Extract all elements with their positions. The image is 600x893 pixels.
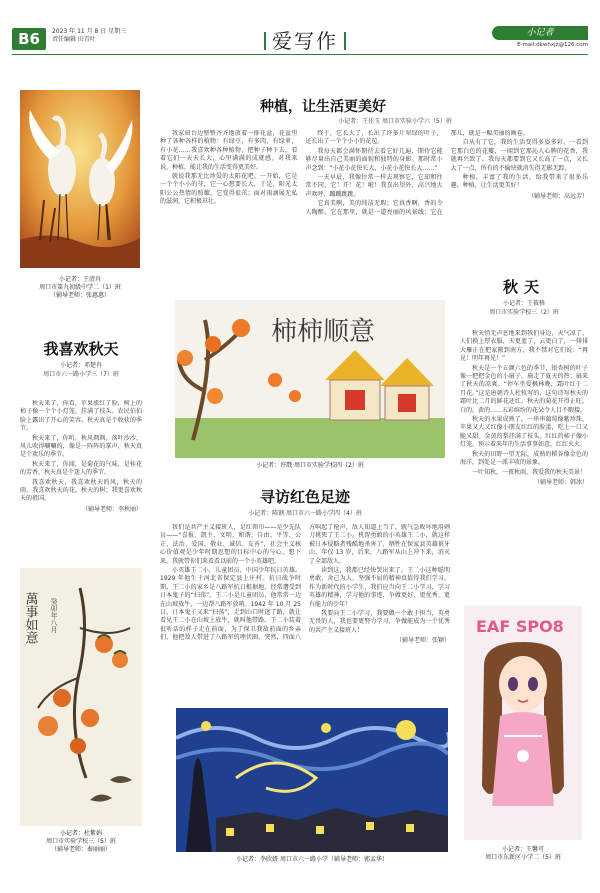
issue-meta xyxy=(52,28,126,44)
brand-logo: 小记者 xyxy=(492,26,588,40)
article-title-planting: 种植，让生活更美好 xyxy=(260,99,386,115)
byline-autumn-right xyxy=(460,298,588,316)
article-title-red-footprints: 寻访红色足迹 xyxy=(259,488,350,506)
paragraph: 秋天来了，你看，苹果涨红了脸，树上的柿子像一个个小灯笼，挂满了枝头。农民伯伯脸上露出了开心的笑容。秋天真是个收获的季节。 xyxy=(20,400,142,433)
section-title xyxy=(258,25,352,54)
byline-line: 周口市实验学校三（2）班 xyxy=(489,309,559,316)
article-body-planting xyxy=(160,130,588,294)
paragraph: 它真美啊，美的纯洁无瑕；它真香啊，香的令人陶醉。它在那里，就是一道亮丽的风景线；它在那儿，就是一幅美丽的画卷。 xyxy=(305,130,529,216)
page-header xyxy=(0,0,600,56)
paragraph: 我每天都会满怀期待去看它好几遍，期待它能够尽量出自己美丽的面貌和独特的身影。那时常小声念到：“小花小花快长大，小花小花快长大……” xyxy=(305,147,443,172)
caption-line: 小记者：王馨可 xyxy=(501,846,544,853)
caption-line: 小记者：王清舟 xyxy=(58,276,101,283)
paragraph: 一叶知秋，一夜秋雨，我爱我的秋天美景！ xyxy=(472,468,587,476)
byline-red-footprints: 小记者：陈钢 周口市六一路小学四（4）班 xyxy=(248,510,362,517)
paragraph: 读到这，我都已经快哭出来了，王二小这种聪明勇敢、舍己为人、坚强不屈的精神真值得我们学习，作为新时代的小学生，我们应当向王二小学习，学习英雄的精神，学习他的事迹，争做更好、更优秀、更有能力的少年！ xyxy=(309,567,450,608)
byline-autumn-left xyxy=(20,360,142,378)
paragraph: 秋天来了，你闻，是菊花的气味，是桂花的芳香，秋天真是个迷人的季节。 xyxy=(20,460,142,477)
header-rule xyxy=(12,54,588,55)
section-bar-left xyxy=(264,32,266,50)
issue-date: 2023 年 11 月 8 日 星期三 xyxy=(52,28,127,35)
caption-line: 小记者：杜紫娟 xyxy=(59,830,102,837)
paragraph: 就说我那无比珍爱的太阳花吧。一开始，它是一个个小小的芽，它一心想要长大，于是，阳光太阳公公热情的照耀，它变得很茁；面对雨滴展无私的滋润，它积极茁壮。 xyxy=(160,173,298,206)
paragraph: 小英雄王二小，儿童团员，中国少年抗日英雄。1929 年他生于河北省保定县上庄村。抗日战争时期，王二小的家乡是八路军抗日根据地，经常遭受到日本鬼子的“扫荡”。王二小是儿童团员，他常常一边在山坡放牛，一边帮八路军放哨。1942 年 10 月 25 日，日本鬼子又来“扫荡”，走到山口时迷了路，就让看见王二小在山坡上放牛，就叫他带路。王二小装着很听话的样子走在前面，为了保卫我敌前面的乡亲们，他把敌人带进了八路军的埋伏圈，突然，四面八方响起了枪声，敌人知道上当了，就气急败坏地用刺刀挑死了王二小。机智勇敢的小英雄王二小，就这样被日本侵略者残酷地杀害了，牺牲在保家县英雄狼牙山，年仅 13 岁，后来，八路军从山上冲下来，消灭了全部敌人。 xyxy=(160,524,450,642)
paragraph: 秋天是一个五颜六色的季节，银杏树的叶子像一把把金色的小扇子，扇走了夏天的热；扇来了秋天的凉爽。“停车坐爱枫林晚，霜叶红于二月花。”这是唐朝诗人杜牧写的，这句诗写秋天的霜叶比二月的鲜花还红。秋天的菊花开得正旺，白的，黄的……五彩缤纷的花朵令人目不暇接。 xyxy=(460,364,588,414)
brand-email: E-mail:dkwhxjz@126.com xyxy=(517,42,588,48)
girl-caption xyxy=(464,846,582,862)
paragraph: 种植，丰富了我的生活，给我带来了很多乐趣。种植，让生活更美好！ xyxy=(450,174,588,190)
paragraph: 我家窗台边整整齐齐地放着一排花盆，花盆里种了各种各样的植物：有绿豆，有多肉，有绿萝，有小花……我喜欢种各种植物，把种子种下去，看着它们一天天长大，心里满满的成就感。对我来说，种植，能让我的生活变得更美好。 xyxy=(160,130,298,171)
byline-line: 小记者：邓楚冉 xyxy=(59,362,102,369)
page-number-badge: B6 xyxy=(12,28,46,50)
article-title-autumn-right: 秋天 xyxy=(502,278,545,296)
article-body-autumn-right xyxy=(460,330,588,582)
girl-banner: EAF SPO8 xyxy=(476,617,564,636)
sign-text: 柿柿顺意 xyxy=(271,317,376,347)
persimmon-house-svg xyxy=(175,300,445,458)
paragraph: 我喜欢秋天，我喜欢秋天的风，秋天的雨，我喜欢秋天的花，秋天的树；我更喜欢秋天的祖国。 xyxy=(20,478,142,503)
article-body-autumn-left xyxy=(20,400,142,560)
starry-night-painting xyxy=(176,708,448,852)
paragraph: 秋天的田野一望无际，成熟的稻谷像金色的海洋，到处是一派丰收的景象。 xyxy=(460,450,588,467)
starry-night-svg xyxy=(176,708,448,852)
tutor-credit: （辅导老师：韩冰） xyxy=(533,478,588,486)
paragraph: 秋天的水果成熟了，一串串葡萄像紫珍珠，苹果又大又红像小朋友红红的脸蛋，吃上一口又脆又甜。金黄的梨挂满了枝头，红红的柿子像小灯笼，预示着来年的生活事事如意，红红火火。 xyxy=(460,416,588,449)
article-title-autumn-left: 我喜欢秋天 xyxy=(43,340,119,358)
girl-portrait-painting xyxy=(464,606,582,840)
byline-line: 周口市六一路小学三（7）班 xyxy=(43,371,119,378)
tutor-credit: （辅导老师：张颖） xyxy=(395,637,450,645)
persimmon-house-caption: 小记者：许戬 周口市实验学校四（2）班 xyxy=(256,462,364,469)
paragraph: 一天早晨，我像往常一样去观察它，它却和往常不同，它！开！花！啦！我喜出望外，高兴地大声欢呼、蹦蹦跳跳。 xyxy=(305,174,443,198)
caption-line: 周口市东新区小学二（5）班 xyxy=(485,854,561,861)
paragraph: 秋天悄无声息地来到我们身边，天气凉了，人们换上厚衣服，天更蓝了，云更白了，一排排大雁正在把家搬到南方，我不禁对它们说：“再见！明年再见！” xyxy=(460,330,588,363)
persimmon-calligraphy-svg xyxy=(20,568,142,826)
byline-planting: 小记者：王佳玉 周口市实验小学六（5）班 xyxy=(338,118,452,125)
tutor-credit: （辅导老师：高远芳） xyxy=(527,192,588,200)
paragraph: 我们是共产主义接班人，是红领巾——是少先队员——“喜报、凯主、文明、和谐、自由、平等、公正、法治、爱国、敬业、诚信、友善”，社会主义核心价值观是少年时期思想的目标中心的与心，想下来，我就带你们来看看以前的一个小英雄吧。 xyxy=(160,524,301,565)
persimmon-calligraphy-painting xyxy=(20,568,142,826)
calligraphy-caption xyxy=(20,830,142,854)
section-bar-right xyxy=(344,32,346,50)
girl-portrait-svg xyxy=(464,606,582,840)
paragraph: 秋天来了，你听，秋风飒飒，落叶沙沙，风儿吹得唰唰的，像是一阵阵的掌声，秋天真是个欢乐的季节。 xyxy=(20,434,142,459)
byline-line: 小记者：王筱格 xyxy=(502,300,545,307)
caption-line: （辅导老师：秦丽丽） xyxy=(50,846,111,853)
svg-text:癸卯年八月: 癸卯年八月 xyxy=(50,598,58,633)
section-title-text: 爱写作 xyxy=(272,29,338,53)
tutor-credit: （辅导老师：李秋丽） xyxy=(81,505,142,513)
starry-night-caption: 小记者：李欣妍 周口市六一路小学（辅导老师：郭孟华） xyxy=(236,856,388,863)
egret-painting-svg xyxy=(20,90,140,268)
caption-line: 周口市第九初级中学二（1）班 xyxy=(39,284,121,291)
paragraph: 自从有了它，我的生活变得多姿多彩，一看到它那白色的花瓣，一闻到它那沁人心脾的花香，我就再兴致了。我每天都要到它又长高了一点，又长大了一点，所有的不愉快就消失得无影无踪。 xyxy=(450,139,588,172)
egret-caption xyxy=(20,276,140,300)
persimmon-house-painting xyxy=(175,300,445,458)
paragraph: 终于，它长大了，长出了许多片翠绿的叶子，还长出了一个个小小的花苞。 xyxy=(305,130,443,146)
article-body-red-footprints xyxy=(160,524,450,702)
paragraph: 我要向王二小学习，我要做一个敢于担当，英勇无畏的人，我也要更努力学习，争做能成为一个优秀的共产主义接班人！ xyxy=(309,610,450,634)
caption-line: 周口市实验学校三（5）班 xyxy=(46,838,116,845)
egret-painting xyxy=(20,90,140,268)
caption-line: （辅导老师：张惠惠） xyxy=(49,292,110,299)
calligraphy-text: 萬事如意 xyxy=(22,592,38,644)
issue-editor: 责任编辑 田青叶 xyxy=(52,36,96,43)
